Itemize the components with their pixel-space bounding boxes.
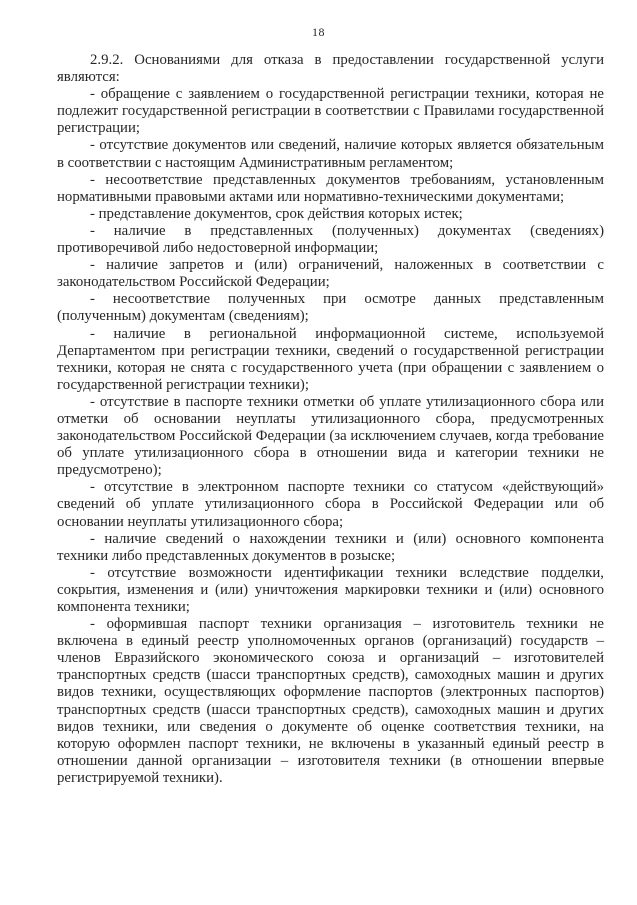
paragraph-intro: 2.9.2. Основаниями для отказа в предоставлении государственной услуги являются: xyxy=(57,52,604,86)
paragraph-item: - наличие в представленных (полученных) документах (сведениях) противоречивой либо недостоверной информации; xyxy=(57,222,604,257)
paragraph-item: - отсутствие в паспорте техники отметки об уплате утилизационного сбора или отметки об основании неуплаты утилизационного сбора, предусмотренных законодательством Российской Федерации (за исключением случаев, когда требование об уплате утилизационного сбора в отношении вида и категории техники не предусмотрено); xyxy=(57,393,604,479)
paragraph-item: - представление документов, срок действия которых истек; xyxy=(90,205,463,222)
paragraph-item: - обращение с заявлением о государственной регистрации техники, которая не подлежит государственной регистрации в соответствии с Правилами государственной регистрации; xyxy=(57,86,604,137)
paragraph-item: - наличие в региональной информационной системе, используемой Департаментом при регистрации техники, сведений о государственной регистрации техники, которая не снята с государственного учета (при обращении с заявлением о государственной регистрации техники); xyxy=(57,325,604,393)
paragraph-item: - несоответствие полученных при осмотре данных представленным (полученным) документам (сведениям); xyxy=(57,291,604,325)
paragraph-item: - отсутствие в электронном паспорте техники со статусом «действующий» сведений об уплате утилизационного сбора в Российской Федерации или об основании неуплаты утилизационного сбора; xyxy=(57,479,604,530)
paragraph-item: - наличие запретов и (или) ограничений, наложенных в соответствии с законодательством Российской Федерации; xyxy=(57,257,604,291)
paragraph-item: - отсутствие возможности идентификации техники вследствие подделки, сокрытия, изменения и (или) уничтожения маркировки техники и (или) основного компонента техники; xyxy=(57,564,604,615)
paragraph-item: - отсутствие документов или сведений, наличие которых является обязательным в соответствии с настоящим Административным регламентом; xyxy=(57,137,604,171)
paragraph-item: - наличие сведений о нахождении техники и (или) основного компонента техники либо представленных документов в розыске; xyxy=(57,530,604,564)
paragraph-item: - несоответствие представленных документов требованиям, установленным нормативными правовыми актами или нормативно-техническими документами; xyxy=(57,171,604,205)
document-body xyxy=(57,52,604,787)
page-number: 18 xyxy=(312,25,325,39)
paragraph-item: - оформившая паспорт техники организация – изготовитель техники не включена в единый реестр уполномоченных органов (организаций) государств – членов Евразийского экономического союза и организаций – изготовителей транспортных средств (шасси транспортных средств), самоходных машин и других видов техники, осуществляющих оформление паспортов (электронных паспортов) транспортных средств (шасси транспортных средств), самоходных машин и других видов техники, или сведения о документе об оценке соответствия техники, на которую оформлен паспорт техники, не включены в указанный единый реестр в отношении данной организации – изготовителя техники (в отношении впервые регистрируемой техники). xyxy=(57,616,604,786)
